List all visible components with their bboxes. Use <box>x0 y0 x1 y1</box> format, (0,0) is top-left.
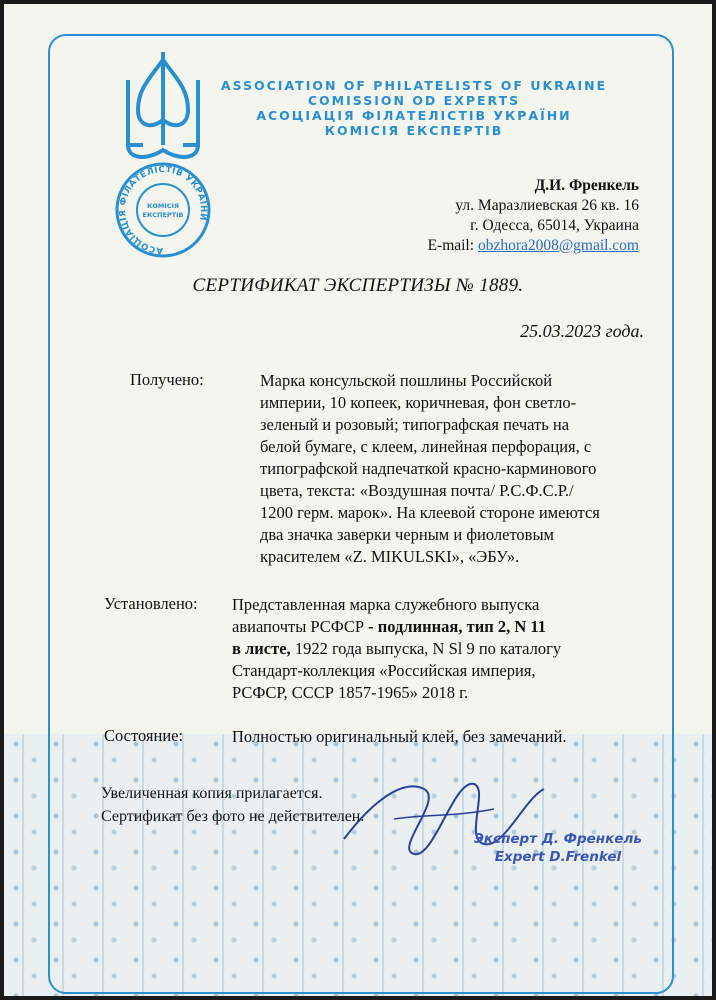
association-logo-icon <box>108 50 218 260</box>
expert-city: г. Одесса, 65014, Украина <box>470 217 639 234</box>
established-line <box>232 638 561 660</box>
established-text <box>232 594 561 704</box>
email-link[interactable]: obzhora2008@gmail.com <box>477 237 639 254</box>
footer-notes <box>101 782 364 828</box>
established-text-part: авиапочты РСФСР <box>232 617 369 636</box>
footer-line: Увеличенная копия прилагается. <box>101 785 323 802</box>
established-line: Стандарт-коллекция «Российская империя, <box>232 661 536 680</box>
org-line-4: КОМІСІЯ ЕКСПЕРТІВ <box>324 123 504 138</box>
org-line-2: COMISSION OD EXPERTS <box>307 93 521 108</box>
expert-name: Д.И. Френкель <box>534 177 639 194</box>
received-line: типографской надпечаткой красно-карминового <box>260 459 597 478</box>
authenticity-verdict: - подлинная, тип 2, N 11 <box>368 617 546 636</box>
established-label: Установлено: <box>104 594 198 613</box>
expert-contact <box>428 176 639 256</box>
footer-line: Сертификат без фото не действителен. <box>101 808 365 825</box>
svg-text:ЕКСПЕРТІВ: ЕКСПЕРТІВ <box>142 211 184 219</box>
svg-text:КОМІСІЯ: КОМІСІЯ <box>147 202 179 210</box>
received-line: империи, 10 копеек, коричневая, фон светло- <box>260 393 577 412</box>
condition-label: Состояние: <box>104 726 184 745</box>
received-text <box>260 370 600 568</box>
established-line: Представленная марка служебного выпуска <box>232 595 540 614</box>
received-line: цвета, текста: «Воздушная почта/ Р.С.Ф.С.Р./ <box>260 481 574 500</box>
org-line-1: ASSOCIATION OF PHILATELISTS OF UKRAINE <box>220 78 608 93</box>
received-line: два значка заверки черным и фиолетовым <box>260 525 555 544</box>
sheet-position: в листе, <box>232 639 291 658</box>
expert-address: ул. Маразлиевская 26 кв. 16 <box>455 197 639 214</box>
certificate-title: СЕРТИФИКАТ ЭКСПЕРТИЗЫ № 1889. <box>192 275 524 296</box>
established-text-part: 1922 года выпуска, N Sl 9 по каталогу <box>290 639 562 658</box>
received-line: белой бумаге, с клеем, линейная перфорация, с <box>260 437 592 456</box>
logo-ring-text: АСОЦІАЦІЯ ФІЛАТЕЛІСТІВ УКРАЇНИ <box>117 164 209 256</box>
established-line <box>232 616 561 638</box>
org-line-3: АСОЦІАЦІЯ ФІЛАТЕЛІСТІВ УКРАЇНИ <box>256 108 572 123</box>
received-label: Получено: <box>130 370 204 389</box>
established-line: РСФСР, СССР 1857-1965» 2018 г. <box>232 683 469 702</box>
received-line: 1200 герм. марок». На клеевой стороне имеются <box>260 503 600 522</box>
expert-email-row <box>428 236 639 256</box>
certificate-page <box>4 4 712 996</box>
received-line: зеленый и розовый; типографская печать на <box>260 415 570 434</box>
email-label: E-mail: <box>427 237 475 254</box>
stamp-line: Expert D.Frenkel <box>494 849 622 865</box>
stamp-line: Эксперт Д. Френкель <box>474 831 642 847</box>
certificate-date: 25.03.2023 года. <box>520 321 644 341</box>
condition-value: Полностью оригинальный клей, без замечаний. <box>232 727 567 746</box>
received-line: красителем «Z. MIKULSKI», «ЭБУ». <box>260 547 520 566</box>
organization-header <box>204 78 624 138</box>
received-line: Марка консульской пошлины Российской <box>260 371 553 390</box>
expert-stamp <box>474 830 642 866</box>
